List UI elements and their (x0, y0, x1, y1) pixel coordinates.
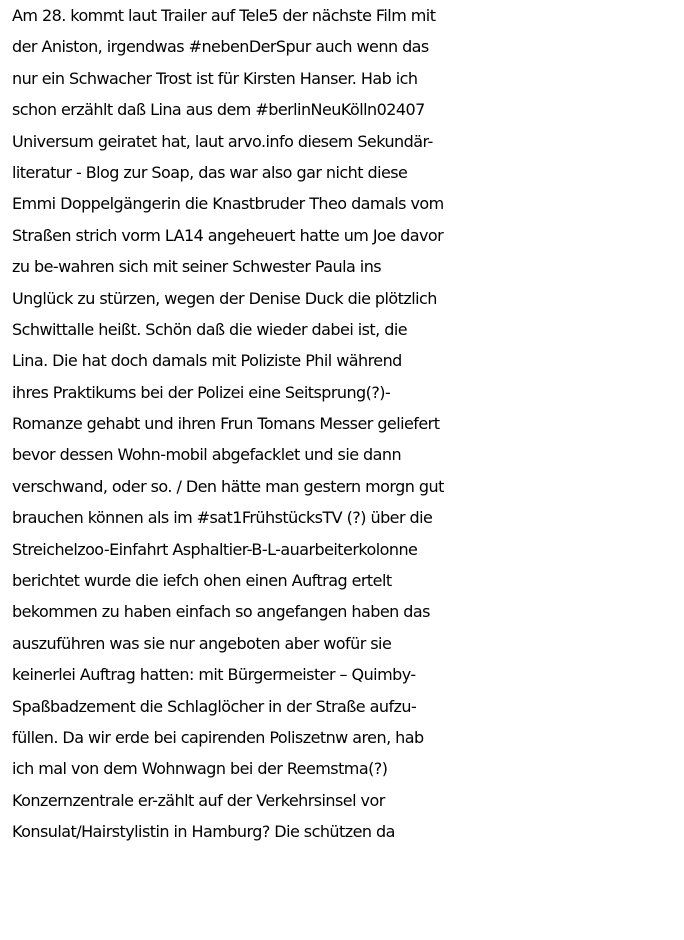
body-text (12, 0, 682, 848)
text-line: Emmi Doppelgängerin die Knastbruder Theo damals vom (12, 194, 444, 214)
text-line: Romanze gehabt und ihren Frun Tomans Messer geliefert (12, 414, 440, 434)
text-line: bekommen zu haben einfach so angefangen haben das (12, 602, 430, 622)
text-line: bevor dessen Wohn-mobil abgefacklet und sie dann (12, 445, 402, 465)
text-line: Spaßbadzement die Schlaglöcher in der Straße aufzu- (12, 696, 417, 716)
text-line: Lina. Die hat doch damals mit Poliziste Phil während (12, 351, 402, 371)
text-line: schon erzählt daß Lina aus dem #berlinNeuKölln02407 (12, 100, 425, 120)
text-line: keinerlei Auftrag hatten: mit Bürgermeister – Quimby- (12, 665, 416, 685)
text-line: nur ein Schwacher Trost ist für Kirsten Hanser. Hab ich (12, 68, 418, 88)
text-line: der Aniston, irgendwas #nebenDerSpur auch wenn das (12, 37, 429, 57)
text-line: ihres Praktikums bei der Polizei eine Seitsprung(?)- (12, 382, 391, 402)
text-line: brauchen können als im #sat1FrühstücksTV (?) über die (12, 508, 433, 528)
text-line: literatur - Blog zur Soap, das war also gar nicht diese (12, 162, 408, 182)
text-line: Am 28. kommt laut Trailer auf Tele5 der nächste Film mit (12, 6, 436, 25)
text-line: berichtet wurde die iefch ohen einen Auftrag ertelt (12, 571, 392, 591)
text-line: Konsulat/Hairstylistin in Hamburg? Die schützen da (12, 822, 395, 842)
text-line: ich mal von dem Wohnwagn bei der Reemstma(?) (12, 759, 388, 779)
text-line: Schwittalle heißt. Schön daß die wieder dabei ist, die (12, 319, 408, 339)
text-line: Streichelzoo-Einfahrt Asphaltier-B-L-auarbeiterkolonne (12, 539, 418, 559)
text-line: Straßen strich vorm LA14 angeheuert hatte um Joe davor (12, 225, 444, 245)
text-line: Universum geiratet hat, laut arvo.info diesem Sekundär- (12, 131, 433, 151)
text-line: verschwand, oder so. / Den hätte man gestern morgn gut (12, 476, 444, 496)
text-line: Unglück zu stürzen, wegen der Denise Duck die plötzlich (12, 288, 437, 308)
text-line: zu be-wahren sich mit seiner Schwester Paula ins (12, 257, 382, 277)
text-line: füllen. Da wir erde bei capirenden Poliszetnw aren, hab (12, 727, 424, 747)
text-line: auszuführen was sie nur angeboten aber wofür sie (12, 633, 392, 653)
text-line: Konzernzentrale er-zählt auf der Verkehrsinsel vor (12, 790, 385, 810)
